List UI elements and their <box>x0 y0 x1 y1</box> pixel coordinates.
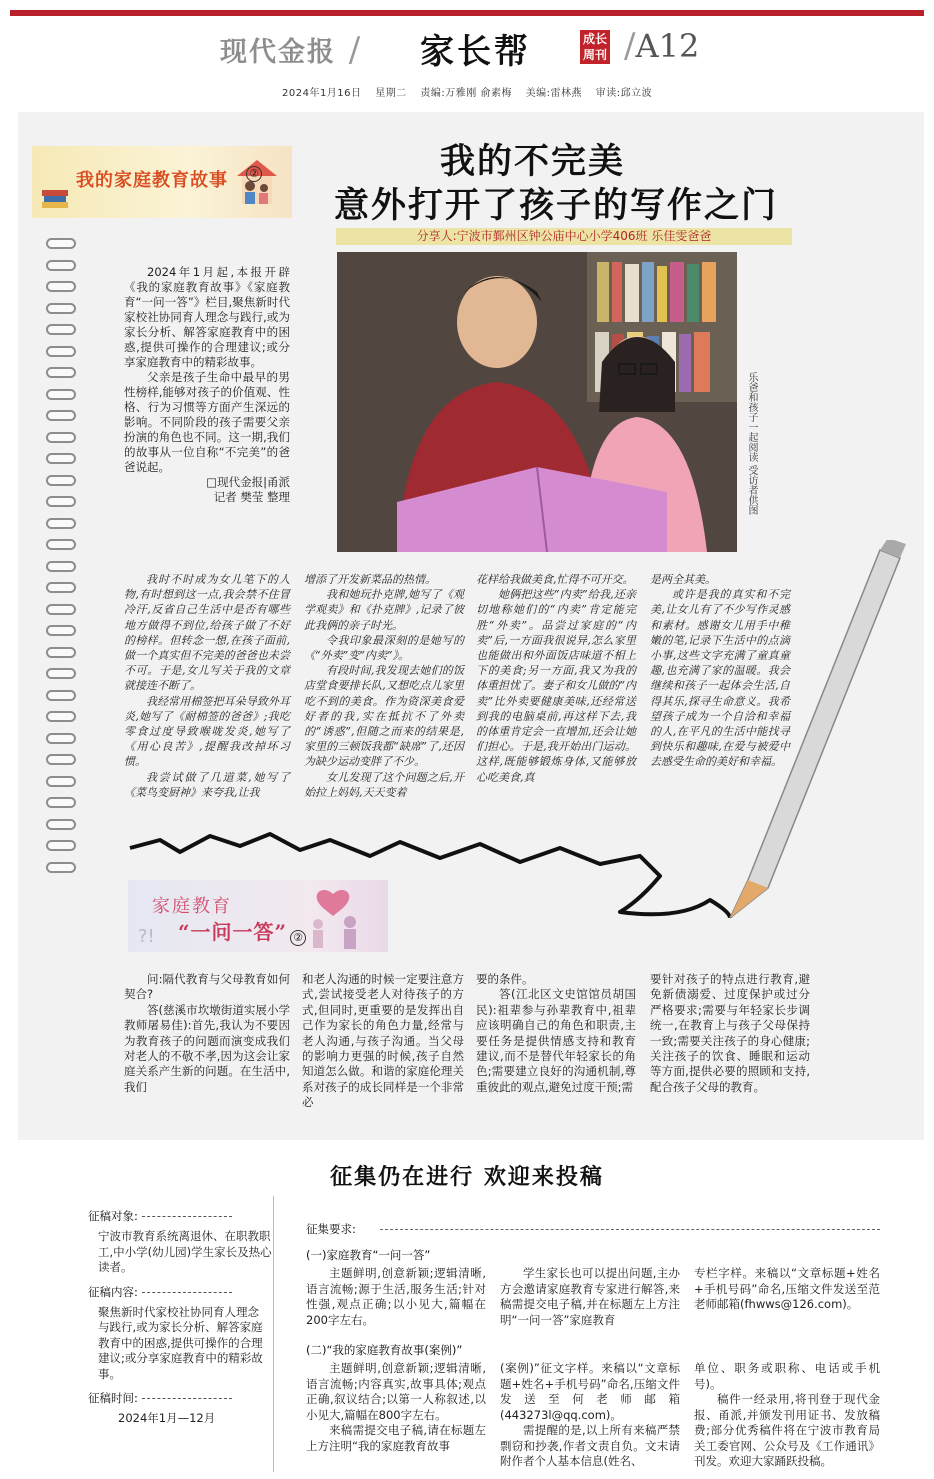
headline-line2: 意外打开了孩子的写作之门 <box>334 185 779 226</box>
requirements-label: 征集要求: <box>306 1222 356 1236</box>
intro-reporter: 记者 樊莹 整理 <box>213 490 290 504</box>
qa-tag-label1: 家庭教育 <box>152 896 232 917</box>
target-label: 征稿对象: <box>88 1208 273 1224</box>
top-rule <box>10 10 924 16</box>
call-title: 征集仍在进行 欢迎来投稿 <box>330 1164 604 1190</box>
time-label: 征稿时间: <box>88 1390 273 1406</box>
dateline: 2024年1月16日 星期二 责编:万雅刚 俞素梅 美编:雷林燕 审读:邱立波 <box>282 88 653 99</box>
section1-col3: 专栏字样。来稿以“文章标题+姓名+手机号码”命名,压缩文件发送至范老师邮箱(fhwws@126.com)。 <box>694 1266 880 1311</box>
story-intro <box>124 265 290 505</box>
time-text: 2024年1月—12月 <box>118 1411 216 1425</box>
content-text: 聚焦新时代家校社协同育人理念与践行,或为家长分析、解答家庭教育中的困惑,提供可操作的合理建议;或分享家庭教育中的精彩故事。 <box>98 1304 263 1381</box>
requirements-rule <box>380 1229 880 1230</box>
qa-column-4: 要针对孩子的特点进行教育,避免新债溺爱、过度保护或过分严格要求;需要与年轻家长步调统一,在教育上与孩子父母保持一致;需要关注孩子的身心健康;关注孩子的饮食、睡眠和运动等方面,提供必要的照顾和支持,配合孩子父母的教育。 <box>650 972 810 1094</box>
content-label: 征稿内容: <box>88 1284 273 1300</box>
story-column-1: 我时不时成为女儿笔下的人物,有时想到这一点,我会禁不住冒冷汗,反省自己生活中是否有哪些地方做得不到位,给孩子做了不好的榜样。但转念一想,在孩子面前,做一个真实但不完美的爸爸也未尝不可。于是,女儿写关于我的文章就接连不断了。 我经常用棉签把耳朵导致外耳炎,她写了《耐棉签的爸爸》;我吃零食过度导致喉咙发炎,她写了《用心良苦》,提醒我改掉坏习惯。 我尝试做了几道菜,她写了《菜鸟变厨神》来夸我,让我 <box>124 573 290 799</box>
byline: 分享人:宁波市鄞州区钟公庙中心小学406班 乐佳雯爸爸 <box>336 228 792 245</box>
story-photo <box>337 252 737 552</box>
target-text: 宁波市教育系统离退休、在职教职工,中小学(幼儿园)学生家长及热心读者。 <box>98 1229 272 1274</box>
intro-paragraph: 2024年1月起,本报开辟《我的家庭教育故事》《家庭教育“一问一答”》栏目,聚焦新时代家校社协同育人理念与践行,或为家长分析、解答家庭教育中的困惑,提供可操作的合理建议;或分享家庭教育中的精彩故事。 <box>124 265 290 369</box>
section2-col1: 主题鲜明,创意新颖;逻辑清晰,语言流畅;内容真实,故事具体;观点正确,叙议结合;以第一人称叙述,以小见大,篇幅在800字左右。 来稿需提交电子稿,请在标题左上方注明“我的家庭教育故事 <box>306 1361 486 1453</box>
qa-column-2: 和老人沟通的时候一定要注意方式,尝试接受老人对待孩子的方式,但同时,更重要的是发挥出自己作为家长的角色力量,经常与老人沟通,与孩子沟通。当父母的影响力更强的时候,孩子自然知道怎么做。和谐的家庭伦理关系对孩子的成长同样是一个非常必 <box>302 972 464 1110</box>
intro-source: □现代金报|甬派 <box>206 475 290 489</box>
story-column-2: 增添了开发新菜品的热情。 我和她玩扑克牌,她写了《观学观卖》和《扑克牌》,记录了彼此我俩的亲子时光。 令我印象最深刻的是她写的《“外卖”变“内卖”》。 有段时间,我发现去她们的饭店堂食要排长队,又想吃点儿家里吃不到的美食。作为资深美食爱好者的我,实在抵抗不了外卖的“诱惑”,但随之而来的结果是,家里的三顿饭我都“缺席”了,还因为缺少运动变胖了不少。 女儿发现了这个问题之后,开始拉上妈妈,天天变着 <box>304 573 464 799</box>
section1-col2: 学生家长也可以提出问题,主办方会邀请家庭教育专家进行解答,来稿需提交电子稿,并在标题左上方注明“一问一答”家庭教育 <box>500 1266 680 1327</box>
qa-tag-label2: “一问一答” <box>178 920 288 944</box>
section1-col1: 主题鲜明,创意新颖;逻辑清晰,语言流畅;源于生活,服务生活;针对性强,观点正确;以小见大,篇幅在200字左右。 <box>306 1266 486 1327</box>
paper-name: 现代金报 / <box>220 30 363 70</box>
weekly-badge: 成长周刊 <box>580 30 610 64</box>
headline-line1: 我的不完美 <box>440 141 626 182</box>
section-title: 家长帮 <box>420 32 531 72</box>
section2-title: (二)“我的家庭教育故事(案例)” <box>306 1343 463 1357</box>
qa-column-1: 问:隔代教育与父母教育如何契合? 答(慈溪市坎墩街道实展小学教师屠易佳):首先,我认为不要因为教育孩子的问题而演变成我们对老人的不敬不孝,因为这会让家庭关系产生新的问题。在生活中,我们 <box>124 972 290 1094</box>
notebook-spiral-icon <box>46 238 86 883</box>
story-tag-number: ② <box>246 166 262 182</box>
story-column-4: 是两全其美。 或许是我的真实和不完美,让女儿有了不少写作灵感和素材。感谢女儿用手中稚嫩的笔,记录下生活中的点滴小事,这些文字充满了童真童趣,也充满了家的温暖。我会继续和孩子一起体会生活,自得其乐,探寻生命意义。我希望孩子成为一个自洽和幸福的人,在平凡的生活中能找寻到快乐和趣味,在爱与被爱中去感受生命的美好和幸福。 <box>650 573 790 769</box>
intro-paragraph: 父亲是孩子生命中最早的男性榜样,能够对孩子的价值观、性格、行为习惯等方面产生深远的影响。不同阶段的孩子需要父亲扮演的角色也不同。这一期,我们的故事从一位自称“不完美”的爸爸说起。 <box>124 370 290 474</box>
section1-title: (一)家庭教育“一问一答” <box>306 1248 431 1262</box>
story-tag-label: 我的家庭教育故事 <box>76 170 228 191</box>
section2-col2: (案例)”征文字样。来稿以“文章标题+姓名+手机号码”命名,压缩文件发送至何老师邮箱(443273l@qq.com)。 需提醒的是,以上所有来稿严禁剽窃和抄袭,作者文责自负。文末请附作者个人基本信息(姓名、 <box>500 1361 680 1468</box>
call-sidebar <box>88 1196 274 1472</box>
page-code: /A12 <box>624 26 700 66</box>
section2-col3: 单位、职务或职称、电话或手机号)。 稿件一经录用,将刊登于现代金报、甬派,并颁发刊用证书、发放稿费;部分优秀稿件将在宁波市教育局关工委官网、公众号及《工作通讯》刊发。欢迎大家踊跃投稿。 <box>694 1361 880 1468</box>
svg-text:?!: ?! <box>138 926 155 947</box>
qa-column-3: 要的条件。 答(江北区文史馆馆员胡国民):祖辈参与孙辈教育中,祖辈应该明确自己的角色和职责,主要任务是提供情感支持和教育建议,而不是替代年轻家长的角色;需要建立良好的沟通机制,尊重彼此的观点,避免过度干预;需 <box>476 972 636 1094</box>
story-column-3: 花样给我做美食,忙得不可开交。 她俩把这些“内卖”给我,还亲切地称她们的“内卖”肯定能完胜“外卖”。品尝过家庭的“内卖”后,一方面我很说异,怎么家里也能做出和外面饭店味道不相上下的美食;另一方面,我又为我的体重担忧了。妻子和女儿做的“内卖”比外卖要健康美味,还经常送到我的电脑桌前,再这样下去,我的体重肯定会一直增加,还会让她们担心。于是,我开始出门运动。这样,既能够锻炼身体,又能够放心吃美食,真 <box>476 573 636 784</box>
photo-caption: 乐爸和孩子一起阅读 受访者供图 <box>746 372 757 516</box>
qa-tag-number: ② <box>290 930 306 946</box>
father-daughter-reading-photo <box>337 252 737 552</box>
